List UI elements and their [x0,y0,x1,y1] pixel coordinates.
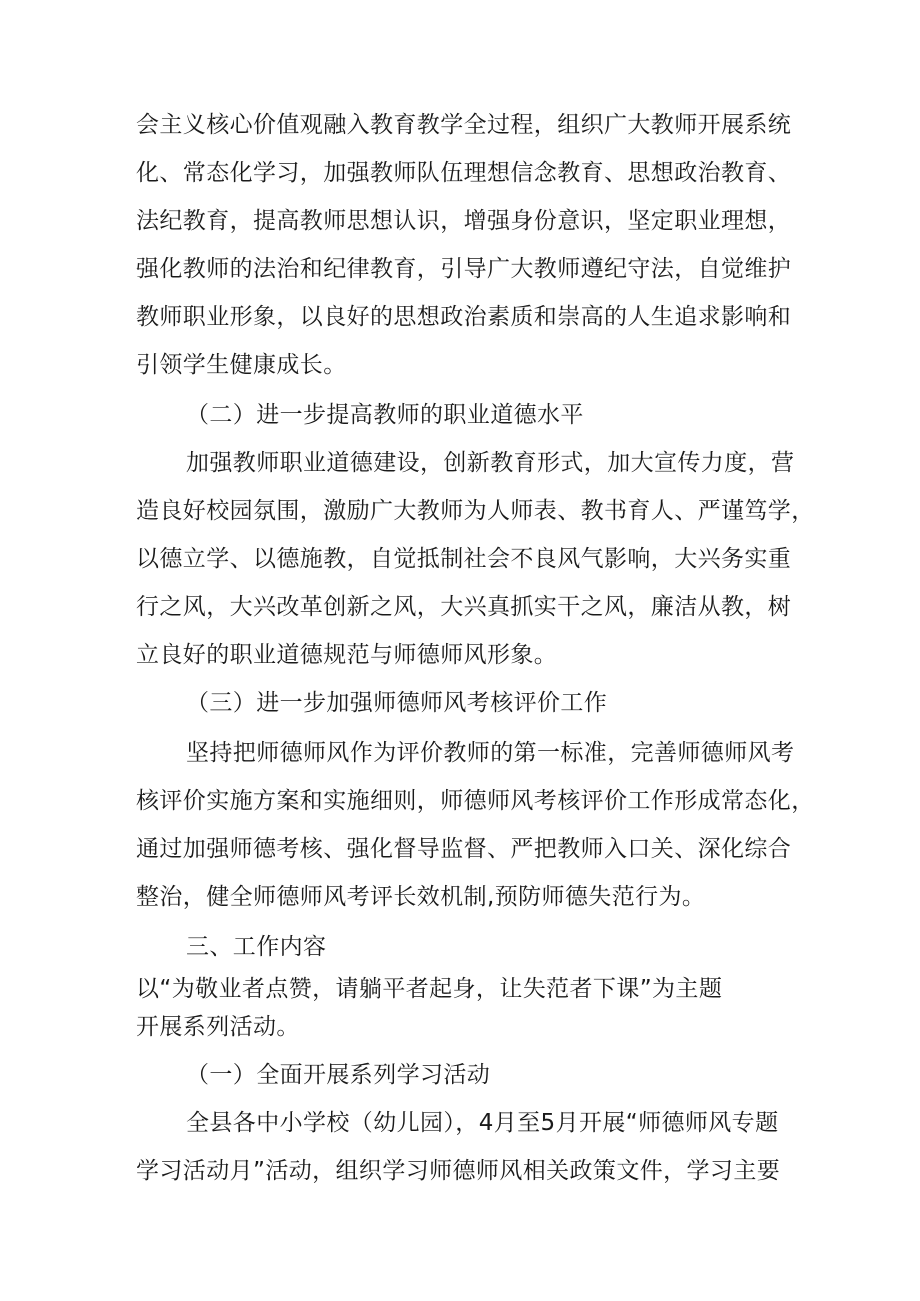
section-heading: （三）进一步加强师德师风考核评价工作 [186,690,608,716]
text-line: 开展系列活动。 [136,1014,300,1040]
text-line: 整治，健全师德师风考评长效机制,预防师德失范行为。 [136,884,706,910]
text-line: 加强教师职业道德建设，创新教育形式，加大宣传力度，营 [186,450,795,476]
text-line: 法纪教育，提高教师思想认识，增强身份意识，坚定职业理想， [136,208,792,234]
section-heading: 三、工作内容 [186,934,327,960]
text-line: 核评价实施方案和实施细则，师德师风考核评价工作形成常态化， [136,788,815,814]
section-heading: （一）全面开展系列学习活动 [186,1062,491,1088]
text-line: 坚持把师德师风作为评价教师的第一标准，完善师德师风考 [186,740,795,766]
text-line: 通过加强师德考核、强化督导监督、严把教师入口关、深化综合 [136,836,792,862]
text-line: 立良好的职业道德规范与师德师风形象。 [136,642,558,668]
text-line: 全县各中小学校（幼儿园），4月至5月开展“师德师风专题 [186,1110,779,1136]
text-line: 造良好校园氛围，激励广大教师为人师表、教书育人、严谨笃学， [136,498,815,524]
text-line: 教师职业形象，以良好的思想政治素质和崇高的人生追求影响和 [136,304,792,330]
text-line: 以德立学、以德施教，自觉抵制社会不良风气影响，大兴务实重 [136,546,792,572]
text-line: 引领学生健康成长。 [136,352,347,378]
text-line: 学习活动月”活动，组织学习师德师风相关政策文件，学习主要 [136,1158,781,1184]
text-line: 强化教师的法治和纪律教育，引导广大教师遵纪守法，自觉维护 [136,256,792,282]
section-heading: （二）进一步提高教师的职业道德水平 [186,402,584,428]
text-line: 会主义核心价值观融入教育教学全过程，组织广大教师开展系统 [136,112,792,138]
text-line: 化、常态化学习，加强教师队伍理想信念教育、思想政治教育、 [136,160,792,186]
text-line: 以“为敬业者点赞，请躺平者起身，让失范者下课”为主题 [136,976,723,1002]
text-line: 行之风，大兴改革创新之风，大兴真抓实干之风，廉洁从教，树 [136,594,792,620]
